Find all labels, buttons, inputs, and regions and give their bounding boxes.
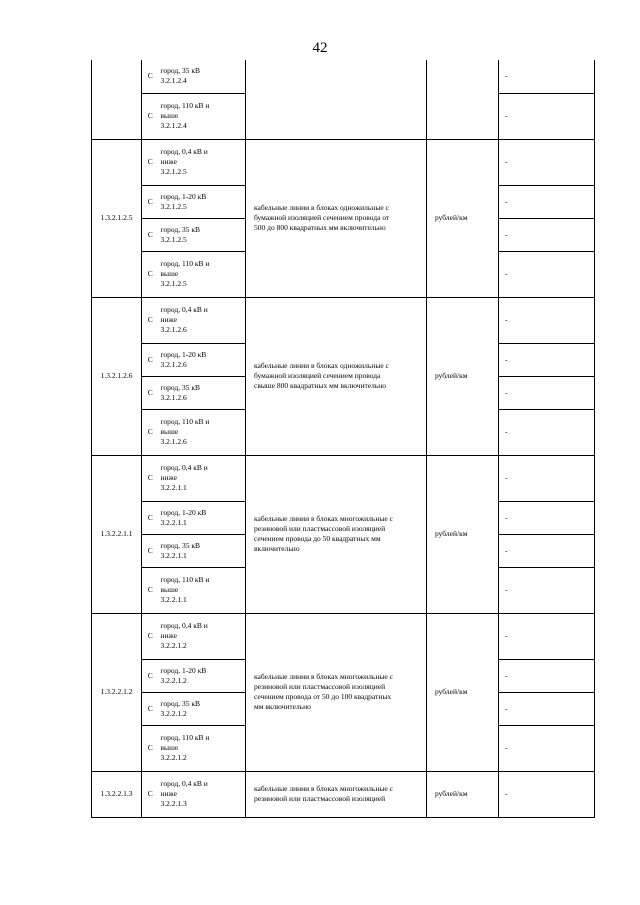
letter-cell: С — [142, 93, 159, 139]
letter-cell: С — [142, 251, 159, 297]
category-line: 3.2.1.2.6 — [160, 359, 187, 369]
category-line: ниже — [160, 789, 177, 798]
category-line: выше — [160, 269, 179, 278]
category-line: 3.2.1.2.4 — [160, 76, 187, 86]
letter-cell: С — [142, 60, 159, 93]
category-cell — [159, 725, 246, 771]
description-line: включительно — [254, 544, 300, 553]
letter-cell: С — [142, 659, 159, 692]
category-cell — [159, 297, 246, 343]
category-line: город, 0,4 кВ и — [160, 305, 208, 314]
value-cell: - — [499, 501, 595, 534]
category-line: 3.2.1.2.5 — [160, 201, 187, 211]
value-cell: - — [499, 409, 595, 455]
value-cell: - — [499, 251, 595, 297]
table-row — [92, 139, 595, 185]
letter-cell: С — [142, 455, 159, 501]
category-line: город, 35 кВ — [160, 540, 201, 550]
description-line: резиновой или пластмассовой изоляцией — [254, 524, 386, 533]
category-cell — [159, 251, 246, 297]
description-line: резиновой или пластмассовой изоляцией — [254, 682, 386, 691]
letter-cell: С — [142, 534, 159, 567]
table-row — [92, 771, 595, 817]
value-cell: - — [499, 93, 595, 139]
description-cell — [246, 297, 427, 455]
unit-cell: рублей/км — [427, 613, 499, 771]
letter-cell: С — [142, 613, 159, 659]
value-cell: - — [499, 218, 595, 251]
table-row — [92, 613, 595, 659]
category-line: 3.2.1.2.6 — [160, 392, 187, 402]
description-line: свыше 800 квадратных мм включительно — [254, 381, 387, 390]
category-cell — [159, 455, 246, 501]
code-cell: 1.3.2.2.1.2 — [92, 613, 142, 771]
category-line: город, 110 кВ и — [160, 733, 210, 742]
value-cell: - — [499, 60, 595, 93]
value-cell: - — [499, 534, 595, 567]
category-cell — [159, 567, 246, 613]
letter-cell: С — [142, 567, 159, 613]
category-line: 3.2.2.1.2 — [160, 675, 187, 685]
letter-cell: С — [142, 343, 159, 376]
category-line: ниже — [160, 315, 177, 324]
description-line: мм включительно — [254, 702, 311, 711]
category-line: выше — [160, 427, 179, 436]
code-cell — [92, 60, 142, 139]
category-cell — [159, 501, 246, 534]
letter-cell: С — [142, 771, 159, 817]
category-line: 3.2.2.1.1 — [160, 517, 187, 527]
category-line: город, 110 кВ и — [160, 417, 210, 426]
letter-cell: С — [142, 409, 159, 455]
category-cell — [159, 613, 246, 659]
description-cell — [246, 139, 427, 297]
category-line: 3.2.2.1.2 — [160, 753, 187, 762]
category-cell — [159, 93, 246, 139]
category-line: город, 110 кВ и — [160, 101, 210, 110]
value-cell: - — [499, 343, 595, 376]
letter-cell: С — [142, 501, 159, 534]
unit-cell: рублей/км — [427, 139, 499, 297]
code-cell: 1.3.2.1.2.6 — [92, 297, 142, 455]
category-line: 3.2.1.2.5 — [160, 234, 187, 244]
category-line: город, 1-20 кВ — [160, 349, 207, 359]
page-number: 42 — [312, 40, 328, 56]
description-line: резиновой или пластмассовой изоляцией — [254, 794, 386, 803]
value-cell: - — [499, 376, 595, 409]
category-line: 3.2.2.1.1 — [160, 483, 187, 492]
category-line: выше — [160, 111, 179, 120]
category-line: выше — [160, 585, 179, 594]
code-cell: 1.3.2.2.1.3 — [92, 771, 142, 817]
category-line: город, 35 кВ — [160, 224, 201, 234]
value-cell: - — [499, 659, 595, 692]
value-cell: - — [499, 692, 595, 725]
unit-cell: рублей/км — [427, 771, 499, 817]
table-row — [92, 60, 595, 93]
category-line: город, 110 кВ и — [160, 259, 210, 268]
category-cell — [159, 376, 246, 409]
category-line: 3.2.1.2.5 — [160, 279, 187, 288]
description-line: 500 до 800 квадратных мм включительно — [254, 223, 386, 232]
description-cell — [246, 455, 427, 613]
category-line: город, 0,4 кВ и — [160, 463, 208, 472]
category-line: город, 35 кВ — [160, 382, 201, 392]
value-cell: - — [499, 725, 595, 771]
code-cell: 1.3.2.1.2.5 — [92, 139, 142, 297]
description-cell — [246, 60, 427, 139]
category-cell — [159, 343, 246, 376]
letter-cell: С — [142, 139, 159, 185]
category-line: 3.2.2.1.3 — [160, 799, 187, 808]
description-line: кабельные линии в блоках многожильные с — [254, 784, 393, 793]
category-cell — [159, 139, 246, 185]
letter-cell: С — [142, 725, 159, 771]
value-cell: - — [499, 455, 595, 501]
unit-cell: рублей/км — [427, 297, 499, 455]
category-line: 3.2.1.2.6 — [160, 325, 187, 334]
category-cell — [159, 185, 246, 218]
category-line: город, 0,4 кВ и — [160, 147, 208, 156]
table-row — [92, 455, 595, 501]
unit-cell — [427, 60, 499, 139]
description-line: кабельные линии в блоках одножильные с — [254, 203, 389, 212]
category-line: 3.2.1.2.6 — [160, 437, 187, 446]
letter-cell: С — [142, 692, 159, 725]
category-cell — [159, 771, 246, 817]
description-cell — [246, 613, 427, 771]
category-line: город, 0,4 кВ и — [160, 621, 208, 630]
value-cell: - — [499, 297, 595, 343]
description-line: кабельные линии в блоках многожильные с — [254, 514, 393, 523]
category-line: город, 35 кВ — [160, 66, 201, 76]
letter-cell: С — [142, 185, 159, 218]
category-cell — [159, 692, 246, 725]
value-cell: - — [499, 185, 595, 218]
description-line: бумажной изоляцией сечением провода — [254, 371, 381, 380]
category-cell — [159, 534, 246, 567]
description-line: бумажной изоляцией сечением провода от — [254, 213, 390, 222]
description-line: сечением провода от 50 до 100 квадратных — [254, 692, 392, 701]
category-line: ниже — [160, 473, 177, 482]
category-line: 3.2.2.1.1 — [160, 595, 187, 604]
description-line: сечением провода до 50 квадратных мм — [254, 534, 381, 543]
description-cell — [246, 771, 427, 817]
unit-cell: рублей/км — [427, 455, 499, 613]
value-cell: - — [499, 771, 595, 817]
category-line: ниже — [160, 157, 177, 166]
description-line: кабельные линии в блоках одножильные с — [254, 361, 389, 370]
category-line: город, 0,4 кВ и — [160, 779, 208, 788]
category-cell — [159, 659, 246, 692]
category-line: 3.2.1.2.5 — [160, 167, 187, 176]
value-cell: - — [499, 139, 595, 185]
category-cell — [159, 409, 246, 455]
category-cell — [159, 218, 246, 251]
table-row — [92, 297, 595, 343]
category-cell — [159, 60, 246, 93]
category-line: ниже — [160, 631, 177, 640]
category-line: 3.2.1.2.4 — [160, 121, 187, 130]
letter-cell: С — [142, 376, 159, 409]
category-line: 3.2.2.1.1 — [160, 550, 187, 560]
letter-cell: С — [142, 218, 159, 251]
category-line: город, 110 кВ и — [160, 575, 210, 584]
category-line: выше — [160, 743, 179, 752]
value-cell: - — [499, 613, 595, 659]
category-line: город, 1-20 кВ — [160, 507, 207, 517]
code-cell: 1.3.2.2.1.1 — [92, 455, 142, 613]
value-cell: - — [499, 567, 595, 613]
letter-cell: С — [142, 297, 159, 343]
description-line: кабельные линии в блоках многожильные с — [254, 672, 393, 681]
category-line: 3.2.2.1.2 — [160, 641, 187, 650]
category-line: город, 35 кВ — [160, 698, 201, 708]
tariff-table — [91, 60, 595, 818]
category-line: город, 1-20 кВ — [160, 665, 207, 675]
category-line: 3.2.2.1.2 — [160, 708, 187, 718]
category-line: город, 1-20 кВ — [160, 191, 207, 201]
